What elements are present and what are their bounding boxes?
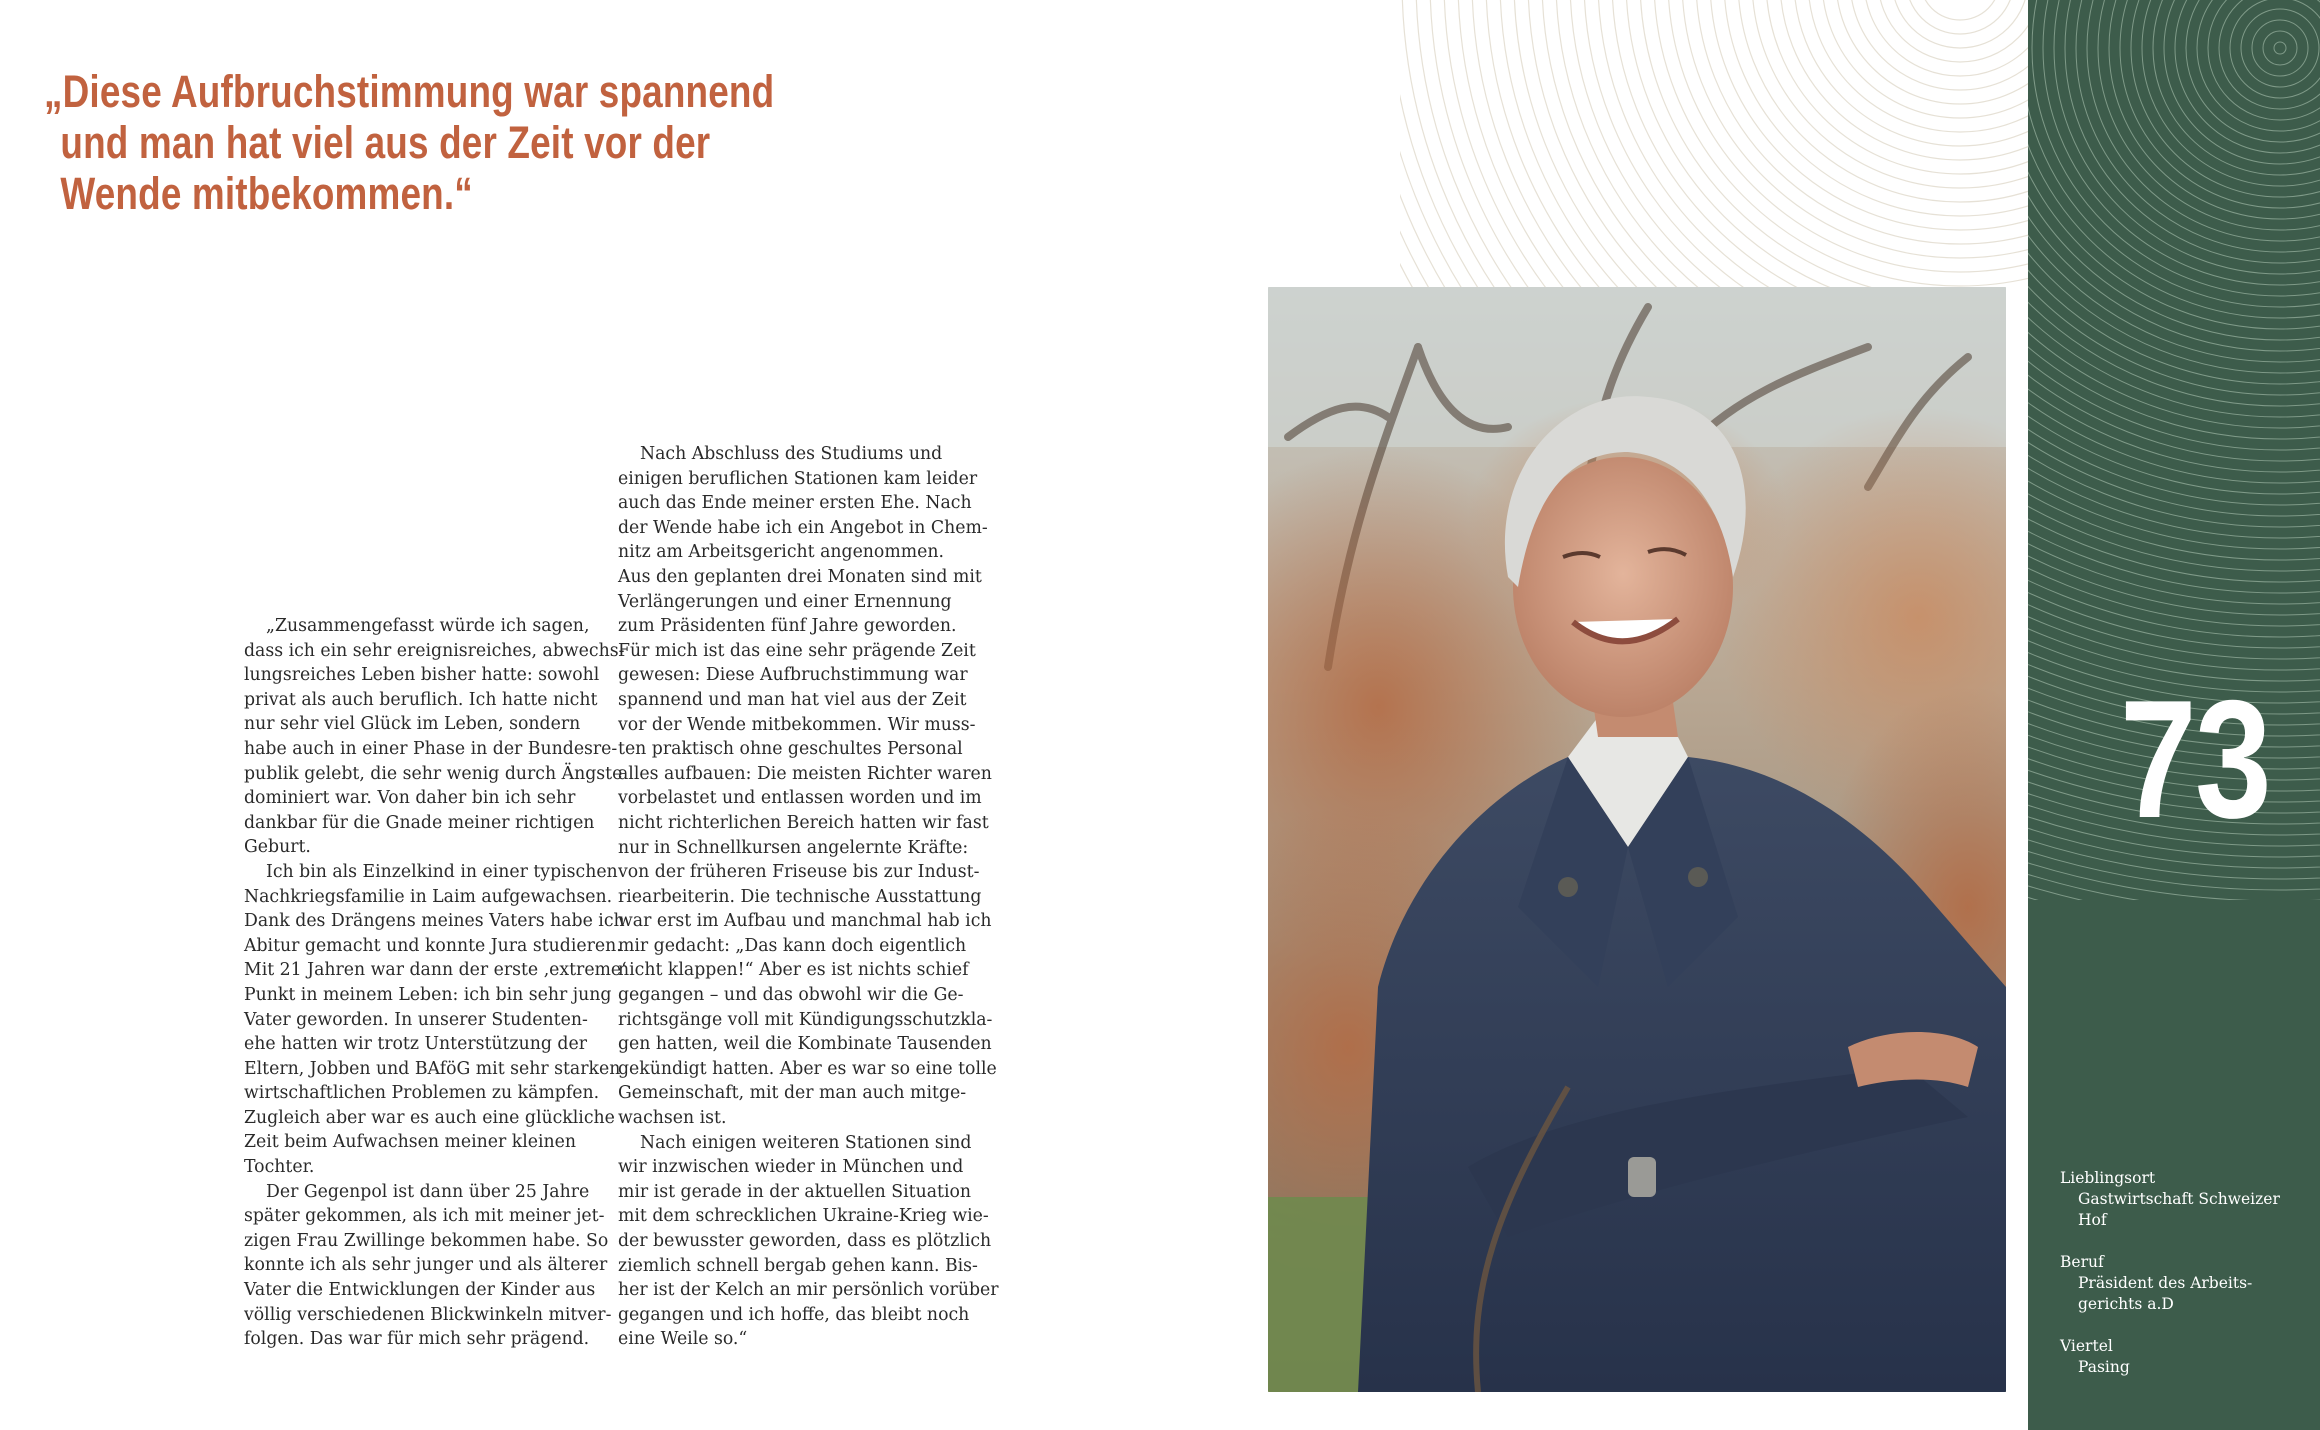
portrait-photo (1268, 287, 2006, 1392)
pull-quote-line: „Diese Aufbruchstimmung war spannend (44, 66, 775, 117)
profile-facts (2060, 1168, 2310, 1399)
article-text-line: gekündigt hatten. Aber es war so eine tolle (618, 1058, 997, 1079)
article-text-line: der bewusster geworden, dass es plötzlich (618, 1231, 992, 1251)
article-text-line: riearbeiterin. Die technische Ausstattung (618, 886, 982, 907)
article-text-line: der Wende habe ich ein Angebot in Chem- (618, 517, 988, 538)
article-text-line: Tochter. (244, 1157, 315, 1178)
article-text-line: mit dem schrecklichen Ukraine-Krieg wie- (618, 1206, 989, 1227)
article-column-left (244, 614, 627, 1352)
fact-district (2060, 1336, 2310, 1378)
article-text-line: mir ist gerade in der aktuellen Situation (618, 1181, 972, 1202)
fact-label: Viertel (2060, 1337, 2113, 1355)
article-text-line: war erst im Aufbau und manchmal hab ich (618, 911, 992, 932)
article-text-line: zigen Frau Zwillinge bekommen habe. So (244, 1230, 609, 1251)
pull-quote (44, 66, 775, 219)
article-text-line: wirtschaftlichen Problemen zu kämpfen. (244, 1083, 600, 1104)
article-text-line: später gekommen, als ich mit meiner jet- (244, 1206, 605, 1227)
fact-value (2060, 1357, 2310, 1378)
side-panel (2028, 0, 2320, 1430)
article-text-line: gewesen: Diese Aufbruchstimmung war (618, 665, 968, 686)
article-text-line: gegangen und ich hoffe, das bleibt noch (618, 1304, 970, 1325)
fact-favorite-place (2060, 1168, 2310, 1231)
fact-label: Lieblingsort (2060, 1169, 2156, 1187)
fact-value-line: Pasing (2078, 1358, 2130, 1376)
article-text-line: einigen beruflichen Stationen kam leider (618, 468, 978, 489)
article-text-line: dominiert war. Von daher bin ich sehr (244, 788, 576, 809)
article-text-line: gen hatten, weil die Kombinate Tausenden (618, 1034, 992, 1055)
article-text-line: spannend und man hat viel aus der Zeit (618, 689, 967, 710)
article-text-line: völlig verschiedenen Blickwinkeln mitver- (244, 1304, 612, 1325)
fact-label: Beruf (2060, 1253, 2104, 1271)
article-text-line: alles aufbauen: Die meisten Richter waren (618, 763, 992, 784)
article-text-line: Vater die Entwicklungen der Kinder aus (244, 1280, 596, 1301)
fact-value-line: Gastwirtschaft Schweizer (2078, 1190, 2280, 1208)
article-text-line: Eltern, Jobben und BAföG mit sehr starken (244, 1058, 621, 1079)
article-text-line: nicht klappen!“ Aber es ist nichts schief (618, 960, 969, 981)
article-text-line: Abitur gemacht und konnte Jura studieren. (244, 935, 622, 956)
article-text-line: vorbelastet und entlassen worden und im (618, 788, 982, 809)
article-text-line: folgen. Das war für mich sehr prägend. (244, 1329, 590, 1350)
article-text-line: Zugleich aber war es auch eine glückliche (244, 1107, 615, 1128)
pull-quote-line: und man hat viel aus der Zeit vor der (60, 117, 711, 168)
fact-profession (2060, 1252, 2310, 1315)
article-text-line: Mit 21 Jahren war dann der erste ‚extreme‘ (244, 960, 627, 981)
article-text-line: Vater geworden. In unserer Studenten- (244, 1009, 588, 1030)
decorative-arc-pattern (1400, 0, 2030, 290)
fact-value-line: Hof (2078, 1211, 2107, 1229)
article-text-line: publik gelebt, die sehr wenig durch Ängste (244, 763, 623, 784)
article-text-line: von der früheren Friseuse bis zur Indust- (618, 862, 980, 883)
article-text-line: wir inzwischen wieder in München und (618, 1157, 964, 1178)
article-text-line: Nach einigen weiteren Stationen sind (640, 1132, 972, 1153)
article-text-line: Nach Abschluss des Studiums und (640, 444, 943, 464)
article-text-line: gegangen – und das obwohl wir die Ge- (618, 985, 964, 1006)
article-text-line: Der Gegenpol ist dann über 25 Jahre (266, 1181, 590, 1202)
article-text-line: Punkt in meinem Leben: ich bin sehr jung (244, 984, 612, 1005)
article-text-line: ten praktisch ohne geschultes Personal (618, 739, 963, 760)
page-number: 73 (2120, 665, 2270, 853)
article-text-line: nicht richterlichen Bereich hatten wir fast (618, 812, 989, 833)
article-text-line: richtsgänge voll mit Kündigungsschutzkla- (618, 1009, 993, 1030)
article-text-line: her ist der Kelch an mir persönlich vorüber (618, 1280, 999, 1301)
article-text-line: Verlängerungen und einer Ernennung (618, 591, 952, 612)
article-text-line: dankbar für die Gnade meiner richtigen (244, 812, 595, 833)
pull-quote-line: Wende mitbekommen.“ (60, 168, 473, 219)
article-text-line: Nachkriegsfamilie in Laim aufgewachsen. (244, 886, 613, 907)
fact-value-line: Präsident des Arbeits- (2078, 1274, 2253, 1292)
article-column-right (618, 442, 999, 1352)
article-text-line: Geburt. (244, 837, 311, 858)
article-text-line: nur sehr viel Glück im Leben, sondern (244, 714, 581, 735)
fact-value (2060, 1189, 2310, 1231)
article-text-line: konnte ich als sehr junger und als älterer (244, 1255, 608, 1276)
article-text-line: zum Präsidenten fünf Jahre geworden. (618, 616, 957, 637)
article-text-line: eine Weile so.“ (618, 1329, 748, 1350)
article-text-line: „Zusammengefasst würde ich sagen, (266, 616, 590, 636)
article-text-line: wachsen ist. (618, 1108, 727, 1129)
article-text-line: mir gedacht: „Das kann doch eigentlich (618, 935, 967, 956)
article-text-line: Gemeinschaft, mit der man auch mitge- (618, 1083, 967, 1104)
article-text-line: Dank des Drängens meines Vaters habe ich (244, 911, 625, 932)
article-text-line: Für mich ist das eine sehr prägende Zeit (618, 640, 976, 661)
article-text-line: ehe hatten wir trotz Unterstützung der (244, 1034, 587, 1055)
article-text-line: lungsreiches Leben bisher hatte: sowohl (244, 665, 600, 686)
article-text-line: habe auch in einer Phase in der Bundesre- (244, 738, 618, 759)
article-text-line: nur in Schnellkursen angelernte Kräfte: (618, 837, 969, 858)
article-text-line: auch das Ende meiner ersten Ehe. Nach (618, 493, 972, 514)
article-text-line: vor der Wende mitbekommen. Wir muss- (618, 714, 976, 735)
article-text-line: Aus den geplanten drei Monaten sind mit (618, 566, 982, 587)
article-text-line: dass ich ein sehr ereignisreiches, abwechs- (244, 640, 625, 661)
fact-value (2060, 1273, 2310, 1315)
fact-value-line: gerichts a.D (2078, 1295, 2174, 1313)
article-text-line: ziemlich schnell bergab gehen kann. Bis- (618, 1255, 978, 1276)
article-text-line: Zeit beim Aufwachsen meiner kleinen (244, 1132, 577, 1153)
article-text-line: Ich bin als Einzelkind in einer typischen (266, 861, 618, 882)
article-text-line: nitz am Arbeitsgericht angenommen. (618, 542, 944, 563)
article-text-line: privat als auch beruflich. Ich hatte nicht (244, 689, 598, 710)
